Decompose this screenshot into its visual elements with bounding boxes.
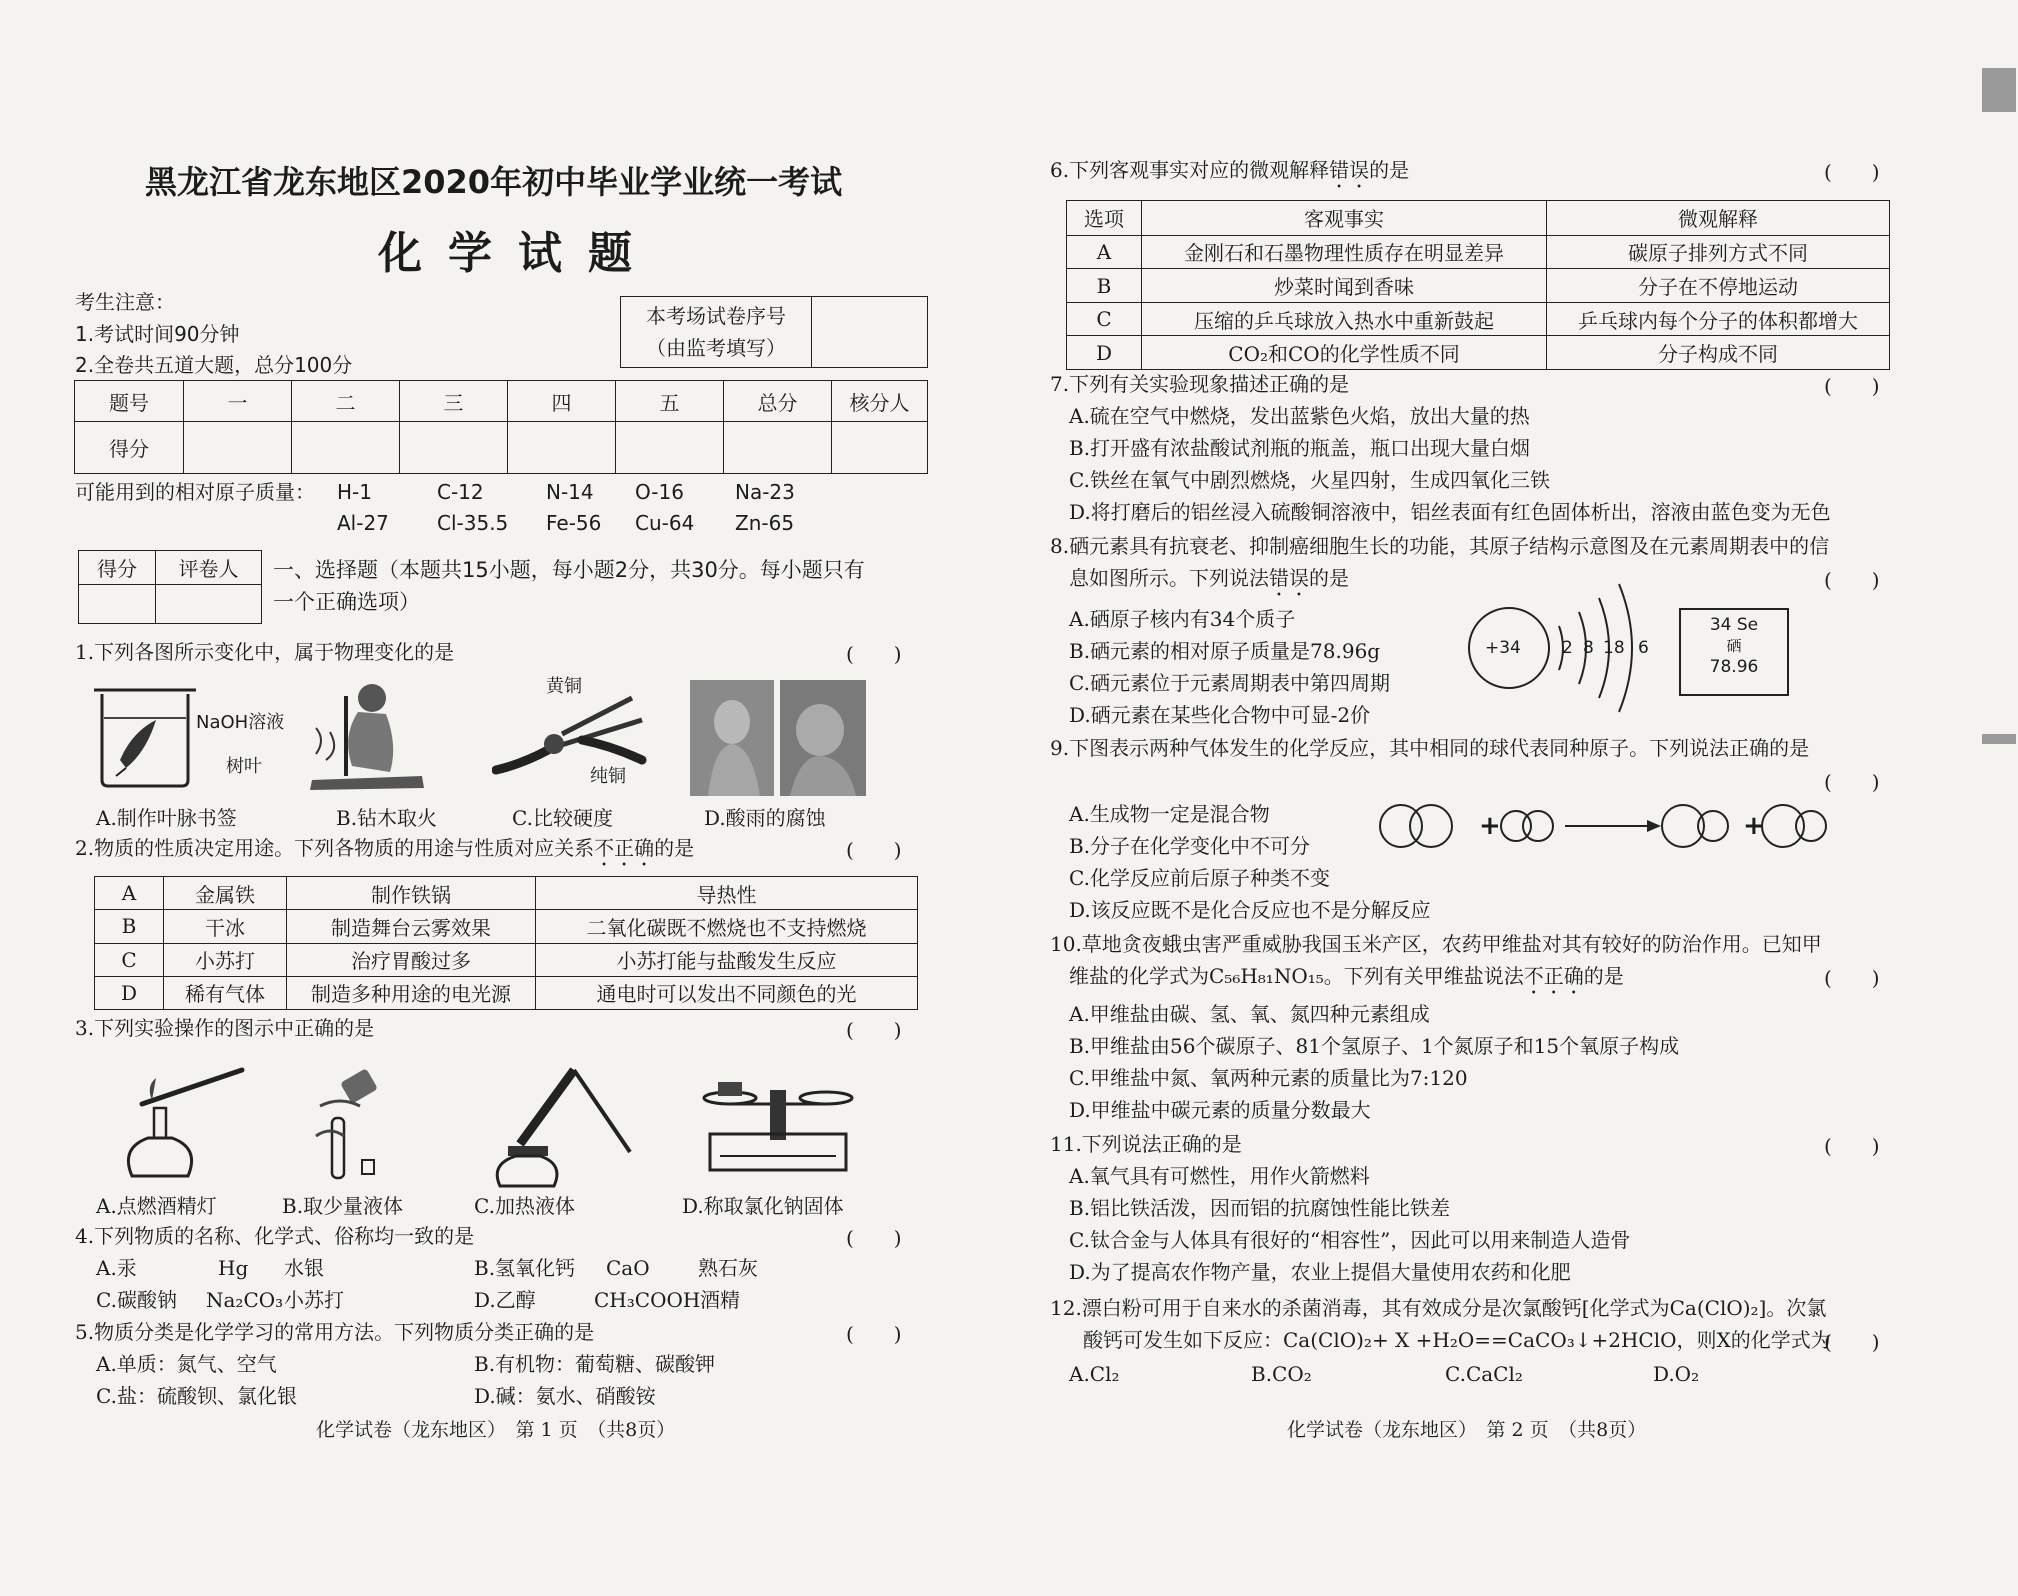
q1-label-copper: 纯铜 [590,766,626,787]
atom-shell-4: 6 [1638,638,1649,658]
q4-option-c-name[interactable]: C.碳酸钠 [96,1288,177,1312]
q4-option-a-name[interactable]: A.汞 [96,1256,137,1280]
q6-cell: A [1067,235,1142,269]
q2-cell: 小苏打能与盐酸发生反应 [536,943,918,976]
q12-option-a[interactable]: A.Cl₂ [1069,1362,1120,1386]
q1-answer-paren[interactable]: ( ) [846,642,902,666]
q12-option-c[interactable]: C.CaCl₂ [1445,1362,1523,1386]
q9-option-a[interactable]: A.生成物一定是混合物 [1069,802,1270,826]
q7-stem: 7.下列有关实验现象描述正确的是 [1050,372,1350,396]
q10-option-a[interactable]: A.甲维盐由碳、氢、氧、氮四种元素组成 [1069,1002,1430,1026]
q2-cell: 金属铁 [164,877,287,910]
atomic-mass: H-1 [337,480,372,504]
q2-cell: 稀有气体 [164,976,287,1009]
q8-stem-line1: 8.硒元素具有抗衰老、抑制癌细胞生长的功能，其原子结构示意图及在元素周期表中的信 [1050,534,1830,558]
q6-head-cell: 选项 [1067,201,1142,236]
grader-name-label: 评卷人 [156,551,262,585]
q11-stem: 11.下列说法正确的是 [1050,1132,1242,1156]
page-2 [1009,0,2018,1596]
q7-option-d[interactable]: D.将打磨后的铝丝浸入硫酸铜溶液中，铝丝表面有红色固体析出，溶液由蓝色变为无色 [1069,500,1831,524]
q8-option-a[interactable]: A.硒原子核内有34个质子 [1069,607,1296,631]
q2-cell: 制造多种用途的电光源 [287,976,536,1009]
q4-option-d-common: 酒精 [700,1288,740,1312]
score-cell[interactable] [292,422,400,474]
q1b-drill-fire-figure [302,676,432,794]
element-name: 硒 [1726,637,1742,655]
q5-option-d[interactable]: D.碱：氨水、硝酸铵 [474,1384,656,1408]
q4-option-b-common: 熟石灰 [698,1256,758,1280]
atomic-mass-label: 可能用到的相对原子质量： [75,480,315,504]
q8-option-c[interactable]: C.硒元素位于元素周期表中第四周期 [1069,671,1390,695]
element-number-symbol: 34 Se [1709,615,1759,635]
q2-cell: 通电时可以发出不同颜色的光 [536,976,918,1009]
q8-option-d[interactable]: D.硒元素在某些化合物中可显-2价 [1069,703,1371,727]
element-mass: 78.96 [1709,657,1759,677]
q1-label-brass: 黄铜 [546,676,582,697]
q6-table [1066,200,1890,370]
q12-option-d[interactable]: D.O₂ [1653,1362,1700,1386]
q8-stem-line2: 息如图所示。下列说法错误的是 [1069,566,1349,590]
q2-cell: 制作铁锅 [287,877,536,910]
q6-cell: 金刚石和石墨物理性质存在明显差异 [1142,235,1547,269]
q1-option-c[interactable]: C.比较硬度 [512,806,613,830]
score-cell[interactable] [508,422,616,474]
score-head-cell: 四 [508,381,616,422]
q9-reaction-diagram [1379,798,1919,854]
q1-option-d[interactable]: D.酸雨的腐蚀 [704,806,826,830]
q9-plus-sign: + [1479,811,1501,841]
q6-cell: 碳原子排列方式不同 [1547,235,1890,269]
q3-option-b[interactable]: B.取少量液体 [282,1194,404,1218]
q3c-heat-liquid-figure [490,1060,640,1188]
q11-option-c[interactable]: C.钛合金与人体具有很好的“相容性”，因此可以用来制造人造骨 [1069,1228,1631,1252]
exam-title: 黑龙江省龙东地区2020年初中毕业学业统一考试 [145,163,843,201]
q10-stem-line2: 维盐的化学式为C₅₆H₈₁NO₁₅。下列有关甲维盐说法不正确的是 [1069,964,1624,988]
scan-edge-mark [1982,68,2016,112]
score-head-cell: 一 [184,381,292,422]
q10-answer-paren[interactable]: ( ) [1824,966,1880,990]
q2-cell: 导热性 [536,877,918,910]
atom-nucleus-charge: +34 [1485,638,1521,658]
q1-option-a[interactable]: A.制作叶脉书签 [96,806,237,830]
q2-answer-paren[interactable]: ( ) [846,838,902,862]
q2-cell: 制造舞台云雾效果 [287,910,536,943]
score-cell[interactable] [184,422,292,474]
atom-shell-1: 2 [1562,638,1573,658]
q10-option-c[interactable]: C.甲维盐中氮、氧两种元素的质量比为7:120 [1069,1066,1468,1090]
section-1-title: 一、选择题（本题共15小题，每小题2分，共30分。每小题只有 [273,558,865,582]
q6-cell: B [1067,269,1142,303]
score-cell[interactable] [400,422,508,474]
grader-score-cell[interactable] [79,585,156,624]
serial-input-cell[interactable] [812,297,928,368]
q2-cell: C [95,943,164,976]
atomic-mass: C-12 [437,480,484,504]
q5-option-b[interactable]: B.有机物：葡萄糖、碳酸钾 [474,1352,716,1376]
q9-stem: 9.下图表示两种气体发生的化学反应，其中相同的球代表同种原子。下列说法正确的是 [1050,736,1810,760]
q1a-beaker-figure [90,672,210,792]
grader-score-label: 得分 [79,551,156,585]
q2-cell: 干冰 [164,910,287,943]
q4-option-d-name[interactable]: D.乙醇 [474,1288,536,1312]
q8-emphasis: 错误 [1269,566,1309,590]
q9-option-d[interactable]: D.该反应既不是化合反应也不是分解反应 [1069,898,1431,922]
notice-heading: 考生注意： [75,290,175,314]
q10-stem-line1: 10.草地贪夜蛾虫害严重威胁我国玉米产区，农药甲维盐对其有较好的防治作用。已知甲 [1050,932,1822,956]
atomic-mass: Al-27 [337,511,389,535]
q12-stem-line2: 酸钙可发生如下反应：Ca(ClO)₂+ X +H₂O==CaCO₃↓+2HClO，则X的化学式为 [1083,1328,1831,1352]
atomic-mass: O-16 [635,480,684,504]
q4-option-b-formula: CaO [606,1256,650,1280]
q1-label-leaf: 树叶 [226,756,262,777]
q2-cell: A [95,877,164,910]
periodic-table-cell-se [1679,608,1789,696]
score-head-cell: 总分 [724,381,832,422]
q4-option-d-formula: CH₃COOH [594,1288,701,1312]
q4-option-c-formula: Na₂CO₃ [206,1288,284,1312]
q6-cell: 炒菜时闻到香味 [1142,269,1547,303]
q5-stem: 5.物质分类是化学学习的常用方法。下列物质分类正确的是 [75,1320,595,1344]
q5-answer-paren[interactable]: ( ) [846,1322,902,1346]
q11-option-b[interactable]: B.铝比铁活泼，因而铝的抗腐蚀性能比铁差 [1069,1196,1451,1220]
q2-emphasis: 不正确 [594,836,655,860]
notice-item-total: 2.全卷共五道大题，总分100分 [75,353,353,377]
q1-option-b[interactable]: B.钻木取火 [336,806,438,830]
q11-answer-paren[interactable]: ( ) [1824,1134,1880,1158]
q2-cell: B [95,910,164,943]
q2-cell: 小苏打 [164,943,287,976]
score-table [74,380,928,474]
q6-stem: 6.下列客观事实对应的微观解释错误的是 [1050,158,1410,182]
grader-box [78,550,262,624]
serial-note: （由监考填写） [646,336,786,360]
q2-cell: 治疗胃酸过多 [287,943,536,976]
q6-cell: C [1067,302,1142,336]
q6-cell: 分子构成不同 [1547,336,1890,370]
q4-option-a-formula: Hg [218,1256,249,1280]
score-head-cell: 题号 [75,381,184,422]
q3d-balance-figure [700,1070,856,1180]
q2-cell: 二氧化碳既不燃烧也不支持燃烧 [536,910,918,943]
q4-option-a-common: 水银 [284,1256,324,1280]
score-head-cell: 二 [292,381,400,422]
q12-answer-paren[interactable]: ( ) [1824,1330,1880,1354]
q6-cell: 乒乓球内每个分子的体积都增大 [1547,302,1890,336]
q5-option-a[interactable]: A.单质：氮气、空气 [96,1352,277,1376]
score-cell[interactable] [724,422,832,474]
atom-shell-2: 8 [1583,638,1594,658]
q4-option-c-common: 小苏打 [284,1288,344,1312]
atomic-mass: N-14 [546,480,594,504]
notice-item-time: 1.考试时间90分钟 [75,322,240,346]
q4-option-b-name[interactable]: B.氢氧化钙 [474,1256,576,1280]
q11-option-d[interactable]: D.为了提高农作物产量，农业上提倡大量使用农药和化肥 [1069,1260,1571,1284]
atomic-mass: Na-23 [735,480,795,504]
q4-stem: 4.下列物质的名称、化学式、俗称均一致的是 [75,1224,475,1248]
subject-title: 化学试题 [378,228,658,279]
serial-label: 本考场试卷序号 [646,304,786,328]
q5-option-c[interactable]: C.盐：硫酸钡、氯化银 [96,1384,297,1408]
section-1-title-cont: 一个正确选项） [273,590,420,614]
q9-answer-paren[interactable]: ( ) [1824,770,1880,794]
q6-cell: 压缩的乒乓球放入热水中重新鼓起 [1142,302,1547,336]
q3b-take-liquid-figure [300,1066,410,1186]
q6-answer-paren[interactable]: ( ) [1824,160,1880,184]
q3-option-d[interactable]: D.称取氯化钠固体 [682,1194,844,1218]
q2-cell: D [95,976,164,1009]
q7-option-c[interactable]: C.铁丝在氧气中剧烈燃烧，火星四射，生成四氧化三铁 [1069,468,1550,492]
q3-answer-paren[interactable]: ( ) [846,1018,902,1042]
q9-option-c[interactable]: C.化学反应前后原子种类不变 [1069,866,1330,890]
scan-edge-mark [1982,734,2016,744]
q10-option-d[interactable]: D.甲维盐中碳元素的质量分数最大 [1069,1098,1371,1122]
q10-option-b[interactable]: B.甲维盐由56个碳原子、81个氢原子、1个氮原子和15个氧原子构成 [1069,1034,1680,1058]
q9-option-b[interactable]: B.分子在化学变化中不可分 [1069,834,1311,858]
score-cell[interactable] [616,422,724,474]
q8-option-b[interactable]: B.硒元素的相对原子质量是78.96g [1069,639,1381,663]
serial-number-box [620,296,928,368]
grader-name-cell[interactable] [156,585,262,624]
score-cell[interactable] [832,422,928,474]
q6-cell: CO₂和CO的化学性质不同 [1142,336,1547,370]
atom-shell-3: 18 [1603,638,1625,658]
q7-option-a[interactable]: A.硫在空气中燃烧，发出蓝紫色火焰，放出大量的热 [1069,404,1530,428]
q12-stem-line1: 12.漂白粉可用于自来水的杀菌消毒，其有效成分是次氯酸钙[化学式为Ca(ClO)₂]。次氯 [1050,1296,1827,1320]
q7-answer-paren[interactable]: ( ) [1824,374,1880,398]
score-head-cell: 三 [400,381,508,422]
atomic-mass: Zn-65 [735,511,795,535]
q8-answer-paren[interactable]: ( ) [1824,568,1880,592]
q1-stem: 1.下列各图所示变化中，属于物理变化的是 [75,640,455,664]
q9-plus-sign: + [1743,811,1765,841]
atomic-mass: Cu-64 [635,511,695,535]
q6-cell: D [1067,336,1142,370]
q4-answer-paren[interactable]: ( ) [846,1226,902,1250]
q3-option-c[interactable]: C.加热液体 [474,1194,575,1218]
atomic-mass: Cl-35.5 [437,511,509,535]
q6-head-cell: 客观事实 [1142,201,1547,236]
q7-option-b[interactable]: B.打开盛有浓盐酸试剂瓶的瓶盖，瓶口出现大量白烟 [1069,436,1531,460]
q6-head-cell: 微观解释 [1547,201,1890,236]
q1c-brass-copper-figure [492,690,652,790]
q12-option-b[interactable]: B.CO₂ [1251,1362,1312,1386]
score-head-cell: 五 [616,381,724,422]
page-footer-1: 化学试卷（龙东地区） 第 1 页 （共8页） [316,1419,676,1441]
q1d-acid-rain-photo [690,680,866,796]
q2-stem: 2.物质的性质决定用途。下列各物质的用途与性质对应关系不正确的是 [75,836,695,860]
q2-table [94,876,918,1010]
q6-cell: 分子在不停地运动 [1547,269,1890,303]
q3a-alcohol-lamp-figure [112,1064,252,1184]
q10-emphasis: 不正确 [1523,964,1584,988]
q6-emphasis: 错误 [1329,158,1370,182]
score-head-cell: 核分人 [832,381,928,422]
q3-option-a[interactable]: A.点燃酒精灯 [96,1194,217,1218]
page-footer-2: 化学试卷（龙东地区） 第 2 页 （共8页） [1287,1419,1647,1441]
score-row-label: 得分 [75,422,184,474]
q3-stem: 3.下列实验操作的图示中正确的是 [75,1016,375,1040]
atomic-mass: Fe-56 [546,511,602,535]
q1-label-naoh: NaOH溶液 [196,712,285,733]
q11-option-a[interactable]: A.氧气具有可燃性，用作火箭燃料 [1069,1164,1370,1188]
